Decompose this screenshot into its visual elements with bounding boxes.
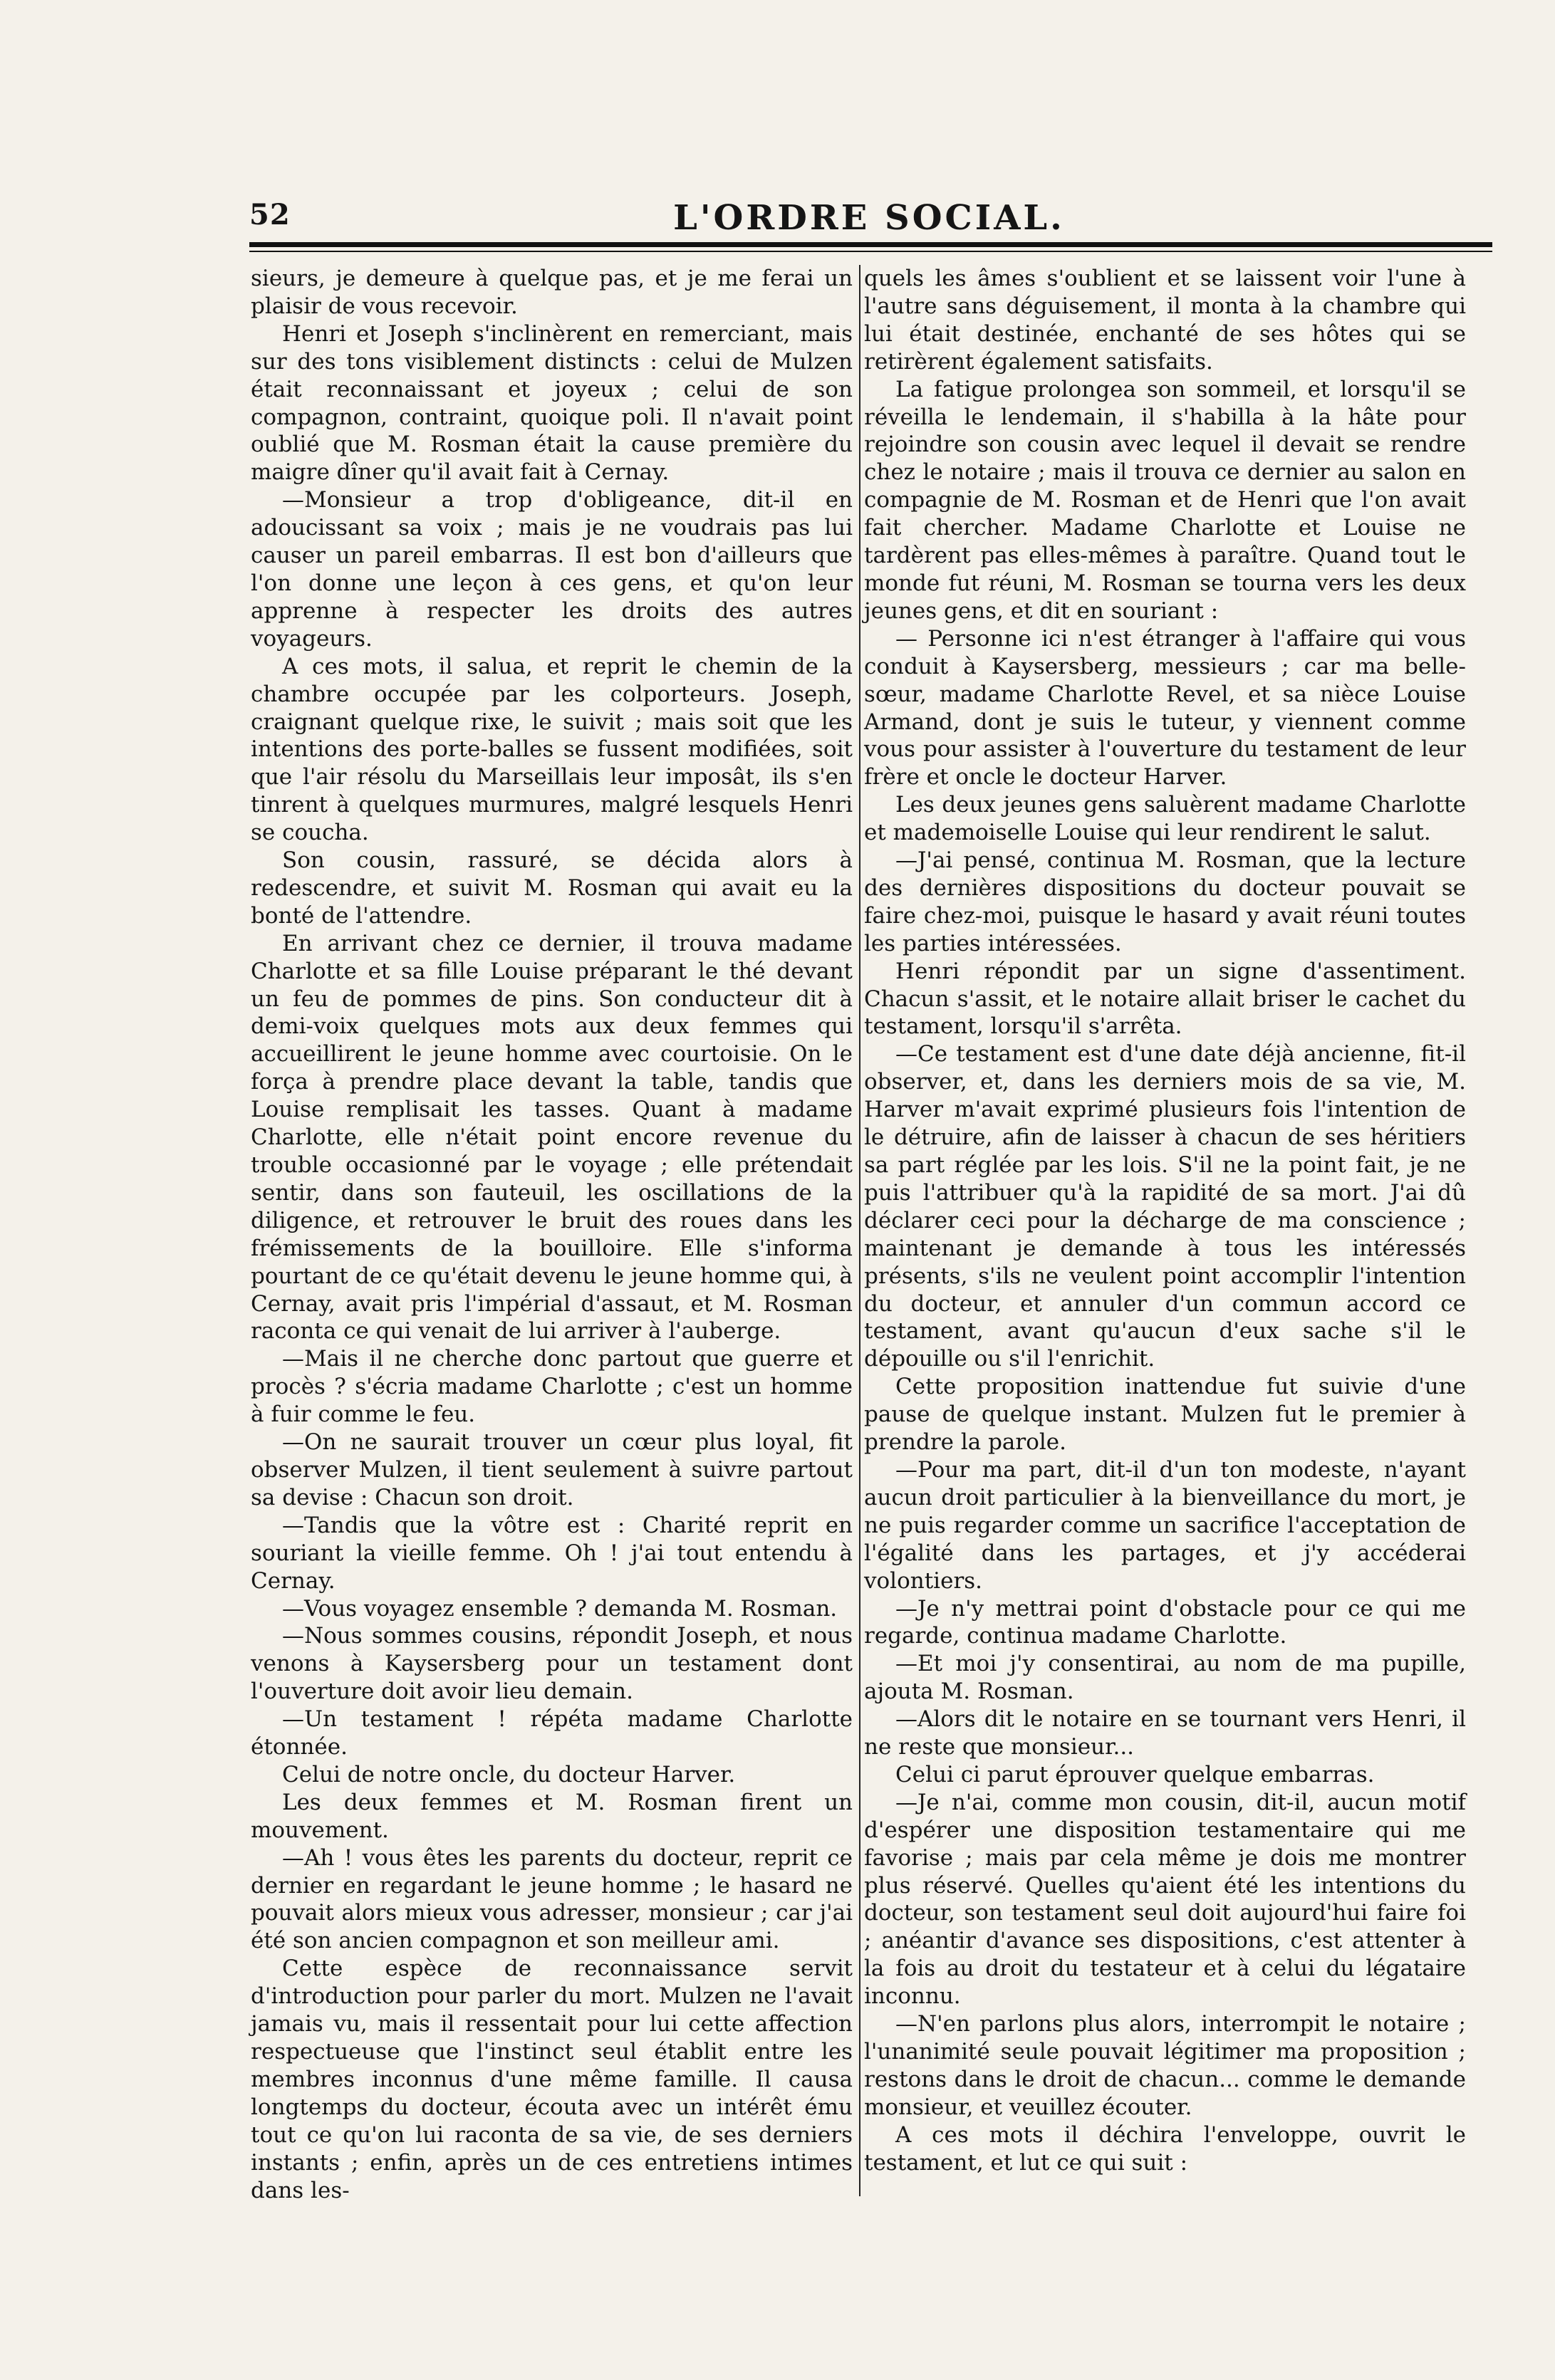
paragraph: Henri répondit par un signe d'assentiment. Chacun s'assit, et le notaire allait briser le cachet du testament, lorsqu'il s'arrêta. — [864, 958, 1466, 1040]
right-column — [864, 265, 1466, 2177]
paragraph: —Ce testament est d'une date déjà ancienne, fit-il observer, et, dans les derniers mois de sa vie, M. Harver m'avait exprimé plusieurs fois l'intention de le détruire, afin de laisser à chacun de ses héritiers sa part réglée par les lois. S'il ne la point fait, je ne puis l'attribuer qu'à la rapidité de sa mort. J'ai dû déclarer ceci pour la décharge de ma conscience ; maintenant je demande à tous les intéressés présents, s'ils ne veulent point accomplir l'intention du docteur, et annuler d'un commun accord ce testament, avant qu'aucun d'eux sache s'il le dépouille ou s'il l'enrichit. — [864, 1041, 1466, 1372]
paragraph: —Vous voyagez ensemble ? demanda M. Rosman. — [282, 1595, 838, 1622]
page-number: 52 — [249, 198, 291, 231]
paragraph: —Alors dit le notaire en se tournant vers Henri, il ne reste que monsieur... — [864, 1706, 1466, 1760]
paragraph: Celui ci parut éprouver quelque embarras. — [895, 1761, 1375, 1787]
page-header — [249, 198, 1489, 241]
header-rule-thick — [249, 242, 1492, 247]
paragraph: —Pour ma part, dit-il d'un ton modeste, n'ayant aucun droit particulier à la bienveillance du mort, je ne puis regarder comme un sacrifice l'acceptation de l'égalité dans les partages, et j'y accéderai volontiers. — [864, 1456, 1466, 1594]
journal-title: L'ORDRE SOCIAL. — [673, 198, 1065, 238]
paragraph: —Tandis que la vôtre est : Charité reprit en souriant la vieille femme. Oh ! j'ai tout entendu à Cernay. — [251, 1512, 853, 1594]
paragraph: Cette proposition inattendue fut suivie d'une pause de quelque instant. Mulzen fut le premier à prendre la parole. — [864, 1374, 1466, 1456]
paragraph: A ces mots il déchira l'enveloppe, ouvrit le testament, et lut ce qui suit : — [864, 2121, 1466, 2176]
paragraph: —On ne saurait trouver un cœur plus loyal, fit observer Mulzen, il tient seulement à suivre partout sa devise : Chacun son droit. — [251, 1429, 853, 1510]
paragraph: Les deux femmes et M. Rosman firent un mouvement. — [251, 1789, 853, 1843]
paragraph: sieurs, je demeure à quelque pas, et je me ferai un plaisir de vous recevoir. — [251, 266, 853, 319]
column-divider — [859, 265, 860, 2196]
paragraph: —Nous sommes cousins, répondit Joseph, et nous venons à Kaysersberg pour un testament dont l'ouverture doit avoir lieu demain. — [251, 1623, 853, 1705]
paragraph: A ces mots, il salua, et reprit le chemin de la chambre occupée par les colporteurs. Joseph, craignant quelque rixe, le suivit ; mais soit que les intentions des porte-balles se fussent modifiées, soit que l'air résolu du Marseillais leur imposât, ils s'en tinrent à quelques murmures, malgré lesquels Henri se coucha. — [251, 653, 853, 846]
paragraph: quels les âmes s'oublient et se laissent voir l'une à l'autre sans déguisement, il monta à la chambre qui lui était destinée, enchanté de ses hôtes qui se retirèrent également satisfaits. — [864, 266, 1466, 375]
paragraph: Henri et Joseph s'inclinèrent en remerciant, mais sur des tons visiblement distincts : celui de Mulzen était reconnaissant et joyeux ; celui de son compagnon, contraint, quoique poli. Il n'avait point oublié que M. Rosman était la cause première du maigre dîner qu'il avait fait à Cernay. — [251, 320, 853, 486]
paragraph: —N'en parlons plus alors, interrompit le notaire ; l'unanimité seule pouvait légitimer ma proposition ; restons dans le droit de chacun... comme le demande monsieur, et veuillez écouter. — [864, 2011, 1466, 2120]
paragraph: —Je n'ai, comme mon cousin, dit-il, aucun motif d'espérer une disposition testamentaire qui me favorise ; mais par cela même je dois me montrer plus réservé. Quelles qu'aient été les intentions du docteur, son testament seul doit aujourd'hui faire foi ; anéantir d'avance ses dispositions, c'est attenter à la fois au droit du testateur et à celui du légataire inconnu. — [864, 1789, 1466, 2010]
header-rule-thin — [249, 251, 1492, 252]
paragraph: Les deux jeunes gens saluèrent madame Charlotte et mademoiselle Louise qui leur rendirent le salut. — [864, 792, 1466, 846]
paragraph: Son cousin, rassuré, se décida alors à redescendre, et suivit M. Rosman qui avait eu la bonté de l'attendre. — [251, 847, 853, 929]
paragraph: —J'ai pensé, continua M. Rosman, que la lecture des dernières dispositions du docteur pouvait se faire chez-moi, puisque le hasard y avait réuni toutes les parties intéressées. — [864, 847, 1466, 956]
paragraph: —Je n'y mettrai point d'obstacle pour ce qui me regarde, continua madame Charlotte. — [864, 1595, 1466, 1649]
paragraph: —Et moi j'y consentirai, au nom de ma pupille, ajouta M. Rosman. — [864, 1651, 1466, 1705]
paragraph: — Personne ici n'est étranger à l'affaire qui vous conduit à Kaysersberg, messieurs ; car ma belle-sœur, madame Charlotte Revel, et sa nièce Louise Armand, dont je suis le tuteur, y viennent comme vous pour assister à l'ouverture du testament de leur frère et oncle le docteur Harver. — [864, 625, 1466, 790]
paragraph: —Monsieur a trop d'obligeance, dit-il en adoucissant sa voix ; mais je ne voudrais pas lui causer un pareil embarras. Il est bon d'ailleurs que l'on donne une leçon à ces gens, et qu'on leur apprenne à respecter les droits des autres voyageurs. — [251, 487, 853, 652]
paragraph: —Mais il ne cherche donc partout que guerre et procès ? s'écria madame Charlotte ; c'est un homme à fuir comme le feu. — [251, 1346, 853, 1428]
paragraph: —Un testament ! répéta madame Charlotte étonnée. — [251, 1706, 853, 1760]
paragraph: —Ah ! vous êtes les parents du docteur, reprit ce dernier en regardant le jeune homme ; le hasard ne pouvait alors mieux vous adresser, monsieur ; car j'ai été son ancien compagnon et son meilleur ami. — [251, 1844, 853, 1954]
paragraph: La fatigue prolongea son sommeil, et lorsqu'il se réveilla le lendemain, il s'habilla à la hâte pour rejoindre son cousin avec lequel il devait se rendre chez le notaire ; mais il trouva ce dernier au salon en compagnie de M. Rosman et de Henri que l'on avait fait chercher. Madame Charlotte et Louise ne tardèrent pas elles-mêmes à paraître. Quand tout le monde fut réuni, M. Rosman se tourna vers les deux jeunes gens, et dit en souriant : — [864, 376, 1466, 624]
paragraph: En arrivant chez ce dernier, il trouva madame Charlotte et sa fille Louise préparant le thé devant un feu de pommes de pins. Son conducteur dit à demi-voix quelques mots aux deux femmes qui accueillirent le jeune homme avec courtoisie. On le força à prendre place devant la table, tandis que Louise remplisait les tasses. Quant à madame Charlotte, elle n'était point encore revenue du trouble occasionné par le voyage ; elle prétendait sentir, dans son fauteuil, les oscillations de la diligence, et retrouver le bruit des roues dans les frémissements de la bouilloire. Elle s'informa pourtant de ce qu'était devenu le jeune homme qui, à Cernay, avait pris l'impérial d'assaut, et M. Rosman raconta ce qui venait de lui arriver à l'auberge. — [251, 930, 853, 1345]
paragraph: Cette espèce de reconnaissance servit d'introduction pour parler du mort. Mulzen ne l'avait jamais vu, mais il ressentait pour lui cette affection respectueuse que l'instinct seul établit entre les membres inconnus d'une même famille. Il causa longtemps du docteur, écouta avec un intérêt ému tout ce qu'on lui raconta de sa vie, de ses derniers instants ; enfin, après un de ces entretiens intimes dans les- — [251, 1956, 853, 2203]
paragraph: Celui de notre oncle, du docteur Harver. — [282, 1761, 736, 1787]
left-column — [251, 265, 853, 2204]
